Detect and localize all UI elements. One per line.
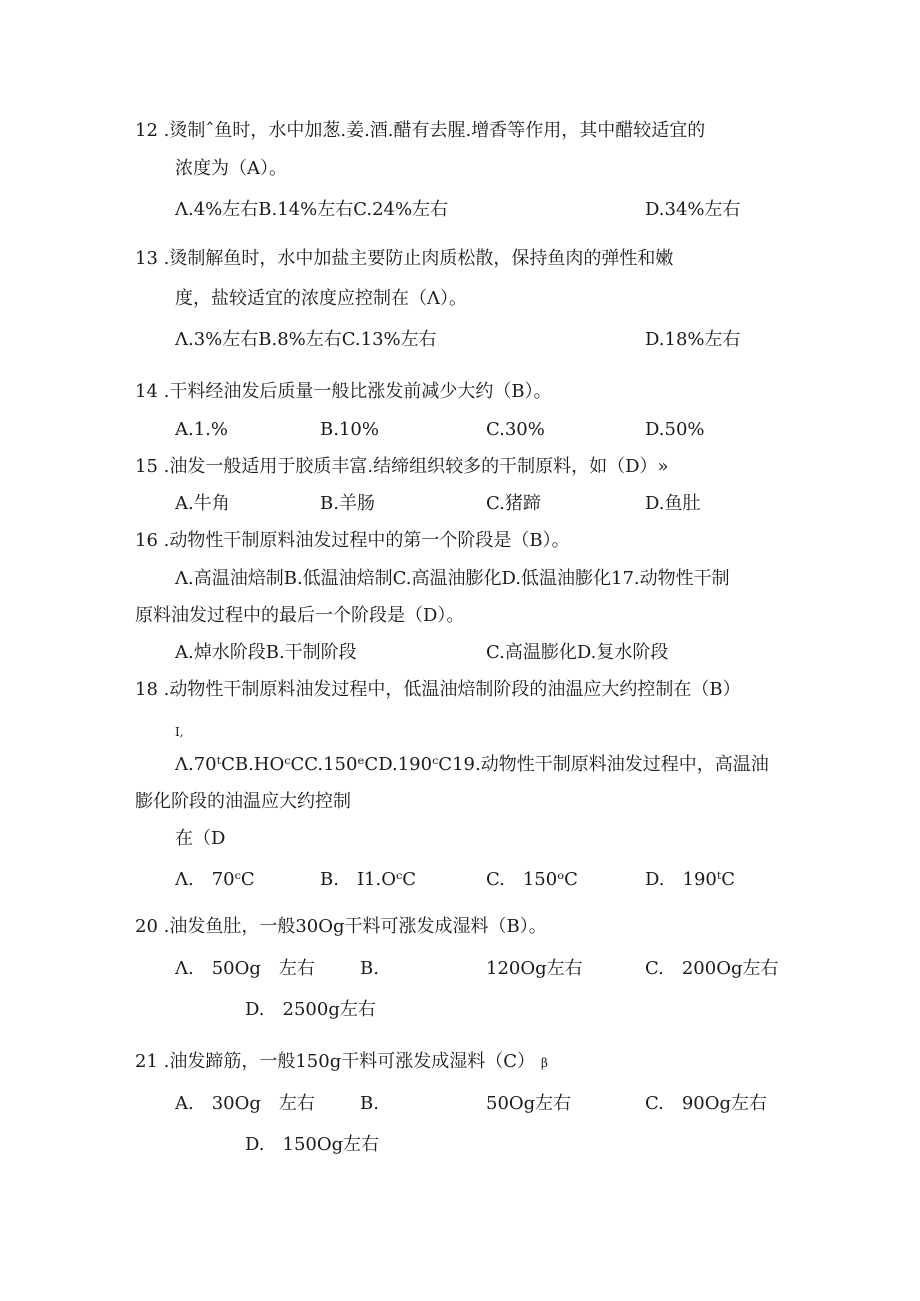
question-19-stem-cont: 膨化阶段的油温应大约控制: [135, 791, 351, 812]
question-21-option-d: D. 150Og左右: [245, 1134, 380, 1155]
question-14-stem: 14 .干料经油发后质量一般比涨发前减少大约（B）。: [135, 381, 552, 402]
question-12-option-d: D.34%左右: [645, 199, 741, 220]
question-20-option-b: B.: [360, 958, 379, 979]
question-13-option-d: D.18%左右: [645, 329, 741, 350]
question-21-option-b-value: 50Og左右: [486, 1093, 572, 1114]
question-15-stem: 15 .油发一般适用于胶质丰富.结缔组织较多的干制原料，如（D）»: [135, 456, 669, 477]
question-19-option-d: D. 190ᵗC: [645, 869, 736, 890]
question-17-stem-cont: 原料油发过程中的最后一个阶段是（D）。: [135, 605, 465, 626]
question-18-stem: 18 .动物性干制原料油发过程中，低温油焙制阶段的油温应大约控制在（B）: [135, 679, 741, 700]
question-14-option-d: D.50%: [645, 419, 705, 440]
stray-mark: I,: [175, 725, 184, 739]
question-21-option-b: B.: [360, 1093, 379, 1114]
question-12-stem: 12 .烫制ˆ鱼时，水中加葱.姜.酒.醋有去腥.增香等作用，其中醋较适宜的: [135, 120, 706, 141]
question-12-options-abc: Λ.4%左右B.14%左右C.24%左右: [175, 199, 449, 220]
question-19-option-a: Λ. 70ᶜC: [175, 869, 255, 890]
question-21-stem-text: 21 .油发蹄筋，一般150g干料可涨发成湿料（C）: [135, 1051, 535, 1072]
question-18-options-and-19-stem: Λ.70ᵗCB.HOᶜCC.150ᵉCD.190ᶜC19.动物性干制原料油发过程中，高温油: [175, 754, 769, 775]
question-16-options-and-17-stem: Λ.高温油焙制B.低温油焙制C.高温油膨化D.低温油膨化17.动物性干制: [175, 568, 730, 589]
question-20-option-b-value: 120Og左右: [486, 958, 583, 979]
question-12-stem-cont: 浓度为（A）。: [175, 158, 287, 179]
question-15-option-b: B.羊肠: [320, 493, 375, 514]
question-13-stem-cont: 度，盐较适宜的浓度应控制在（Λ）。: [175, 288, 467, 309]
question-21-stem: [135, 1050, 548, 1075]
question-15-option-a: A.牛角: [175, 493, 230, 514]
question-14-option-a: A.1.%: [175, 419, 228, 440]
question-15-option-d: D.鱼肚: [645, 493, 701, 514]
question-20-option-d: D. 2500g左右: [245, 999, 376, 1020]
question-19-option-b: B. I1.OᶜC: [320, 869, 416, 890]
question-13-options-abc: Λ.3%左右B.8%左右C.13%左右: [175, 329, 437, 350]
question-14-option-b: B.10%: [320, 419, 379, 440]
question-16-stem: 16 .动物性干制原料油发过程中的第一个阶段是（B）。: [135, 530, 570, 551]
question-20-stem: 20 .油发鱼肚，一般30Og干料可涨发成湿料（B）。: [135, 916, 547, 937]
question-21-option-c: C. 90Og左右: [645, 1093, 768, 1114]
question-13-stem: 13 .烫制解鱼时，水中加盐主要防止肉质松散，保持鱼肉的弹性和嫩: [135, 248, 674, 269]
question-20-option-a: Λ. 50Og 左右: [175, 958, 315, 979]
question-19-stem-cont-2: 在（D: [175, 828, 226, 849]
question-20-option-c: C. 200Og左右: [645, 958, 779, 979]
question-21-option-a: A. 30Og 左右: [175, 1093, 315, 1114]
question-17-options-ab: A.焯水阶段B.干制阶段: [175, 642, 357, 663]
question-17-options-cd: C.高温膨化D.复水阶段: [486, 642, 669, 663]
question-15-option-c: C.猪蹄: [486, 493, 541, 514]
question-21-stem-end-mark: β: [541, 1056, 548, 1070]
question-14-option-c: C.30%: [486, 419, 545, 440]
question-19-option-c: C. 150ᵒC: [486, 869, 578, 890]
